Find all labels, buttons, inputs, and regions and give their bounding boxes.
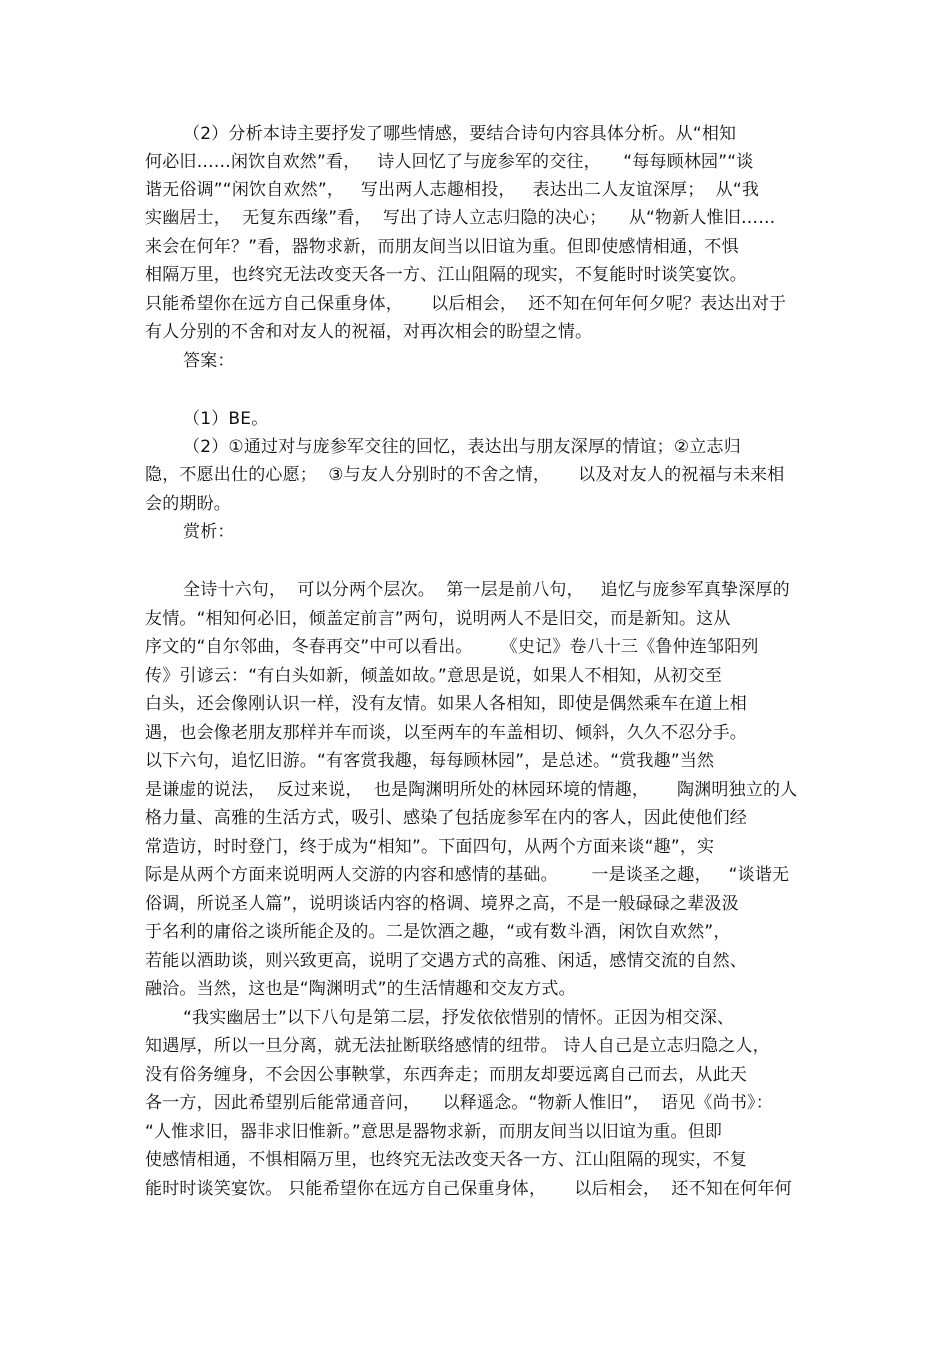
answer-item-1: （1）BE。 — [183, 409, 269, 429]
analysis-line: 谐无俗调”“闲饮自欢然”， 写出两人志趣相投， 表达出二人友谊深厚； 从“我 — [145, 180, 760, 200]
appreciation-line: “人惟求旧，器非求旧惟新。”意思是器物求新，而朋友间当以旧谊为重。但即 — [145, 1122, 723, 1142]
analysis-line: 何必旧……闲饮自欢然”看， 诗人回忆了与庞参军的交往， “每每顾林园”“谈 — [145, 152, 754, 172]
appreciation-line: 友情。“相知何必旧，倾盖定前言”两句，说明两人不是旧交，而是新知。这从 — [145, 609, 731, 629]
appreciation-line: 以下六句，追忆旧游。“有客赏我趣，每每顾林园”，是总述。“赏我趣”当然 — [145, 751, 715, 771]
appreciation-line: 常造访，时时登门，终于成为“相知”。下面四句，从两个方面来谈“趣”，实 — [145, 837, 715, 857]
answer-line: 隐，不愿出仕的心愿； ③与友人分别时的不舍之情， 以及对友人的祝福与未来相 — [145, 465, 785, 485]
analysis-line: 只能希望你在远方自己保重身体， 以后相会， 还不知在何年何夕呢？表达出对于 — [145, 294, 787, 314]
appreciation-line: 际是从两个方面来说明两人交游的内容和感情的基础。 一是谈圣之趣， “谈谐无 — [145, 865, 790, 885]
analysis-line: 有人分别的不舍和对友人的祝福，对再次相会的盼望之情。 — [145, 322, 593, 342]
answer-line: （2）①通过对与庞参军交往的回忆，表达出与朋友深厚的情谊；②立志归 — [183, 437, 741, 457]
appreciation-line: 全诗十六句， 可以分两个层次。 第一层是前八句， 追忆与庞参军真挚深厚的 — [183, 580, 790, 600]
analysis-line: 相隔万里，也终究无法改变天各一方、江山阻隔的现实，不复能时时谈笑宴饮。 — [145, 265, 747, 285]
appreciation-line: 没有俗务缠身，不会因公事鞅掌，东西奔走；而朋友却要远离自己而去，从此天 — [145, 1065, 747, 1085]
appreciation-line: 传》引谚云：“有白头如新，倾盖如故。”意思是说，如果人不相知，从初交至 — [145, 666, 723, 686]
appreciation-heading: 赏析： — [183, 522, 235, 542]
appreciation-line: 格力量、高雅的生活方式，吸引、感染了包括庞参军在内的客人，因此使他们经 — [145, 808, 747, 828]
appreciation-line: 序文的“自尔邻曲，冬春再交”中可以看出。 《史记》卷八十三《鲁仲连邹阳列 — [145, 637, 759, 657]
appreciation-line: 知遇厚，所以一旦分离，就无法扯断联络感情的纽带。 诗人自己是立志归隐之人， — [145, 1036, 770, 1056]
answer-line: 会的期盼。 — [145, 494, 231, 514]
appreciation-line: 能时时谈笑宴饮。 只能希望你在远方自己保重身体， 以后相会， 还不知在何年何 — [145, 1179, 792, 1199]
analysis-line: 来会在何年？”看，器物求新，而朋友间当以旧谊为重。但即使感情相通，不惧 — [145, 237, 739, 257]
answer-heading: 答案： — [183, 351, 235, 371]
appreciation-line: 俗调，所说圣人篇”，说明谈话内容的格调、境界之高，不是一般碌碌之辈汲汲 — [145, 894, 739, 914]
appreciation-line: 是谦虚的说法， 反过来说， 也是陶渊明所处的林园环境的情趣， 陶渊明独立的人 — [145, 780, 798, 800]
appreciation-line: 使感情相通，不惧相隔万里，也终究无法改变天各一方、江山阻隔的现实，不复 — [145, 1150, 747, 1170]
appreciation-line: 若能以酒助谈，则兴致更高，说明了交遇方式的高雅、闲适，感情交流的自然、 — [145, 951, 747, 971]
appreciation-line: 于名利的庸俗之谈所能企及的。二是饮酒之趣，“或有数斗酒，闲饮自欢然”， — [145, 922, 731, 942]
appreciation-line: 白头，还会像刚认识一样，没有友情。如果人各相知，即使是偶然乘车在道上相 — [145, 694, 747, 714]
appreciation-line: 各一方，因此希望别后能常通音问， 以释遥念。“物新人惟旧”， 语见《尚书》： — [145, 1093, 773, 1113]
appreciation-line: 融洽。当然，这也是“陶渊明式”的生活情趣和交友方式。 — [145, 979, 576, 999]
appreciation-line: “我实幽居士”以下八句是第二层，抒发依依惜别的情怀。正因为相交深、 — [183, 1008, 735, 1028]
appreciation-line: 遇，也会像老朋友那样并车而谈，以至两车的车盖相切、倾斜，久久不忍分手。 — [145, 723, 747, 743]
analysis-line: 实幽居士， 无复东西缘”看， 写出了诗人立志归隐的决心； 从“物新人惟旧…… — [145, 208, 776, 228]
analysis-line: （2）分析本诗主要抒发了哪些情感，要结合诗句内容具体分析。从“相知 — [183, 124, 737, 144]
